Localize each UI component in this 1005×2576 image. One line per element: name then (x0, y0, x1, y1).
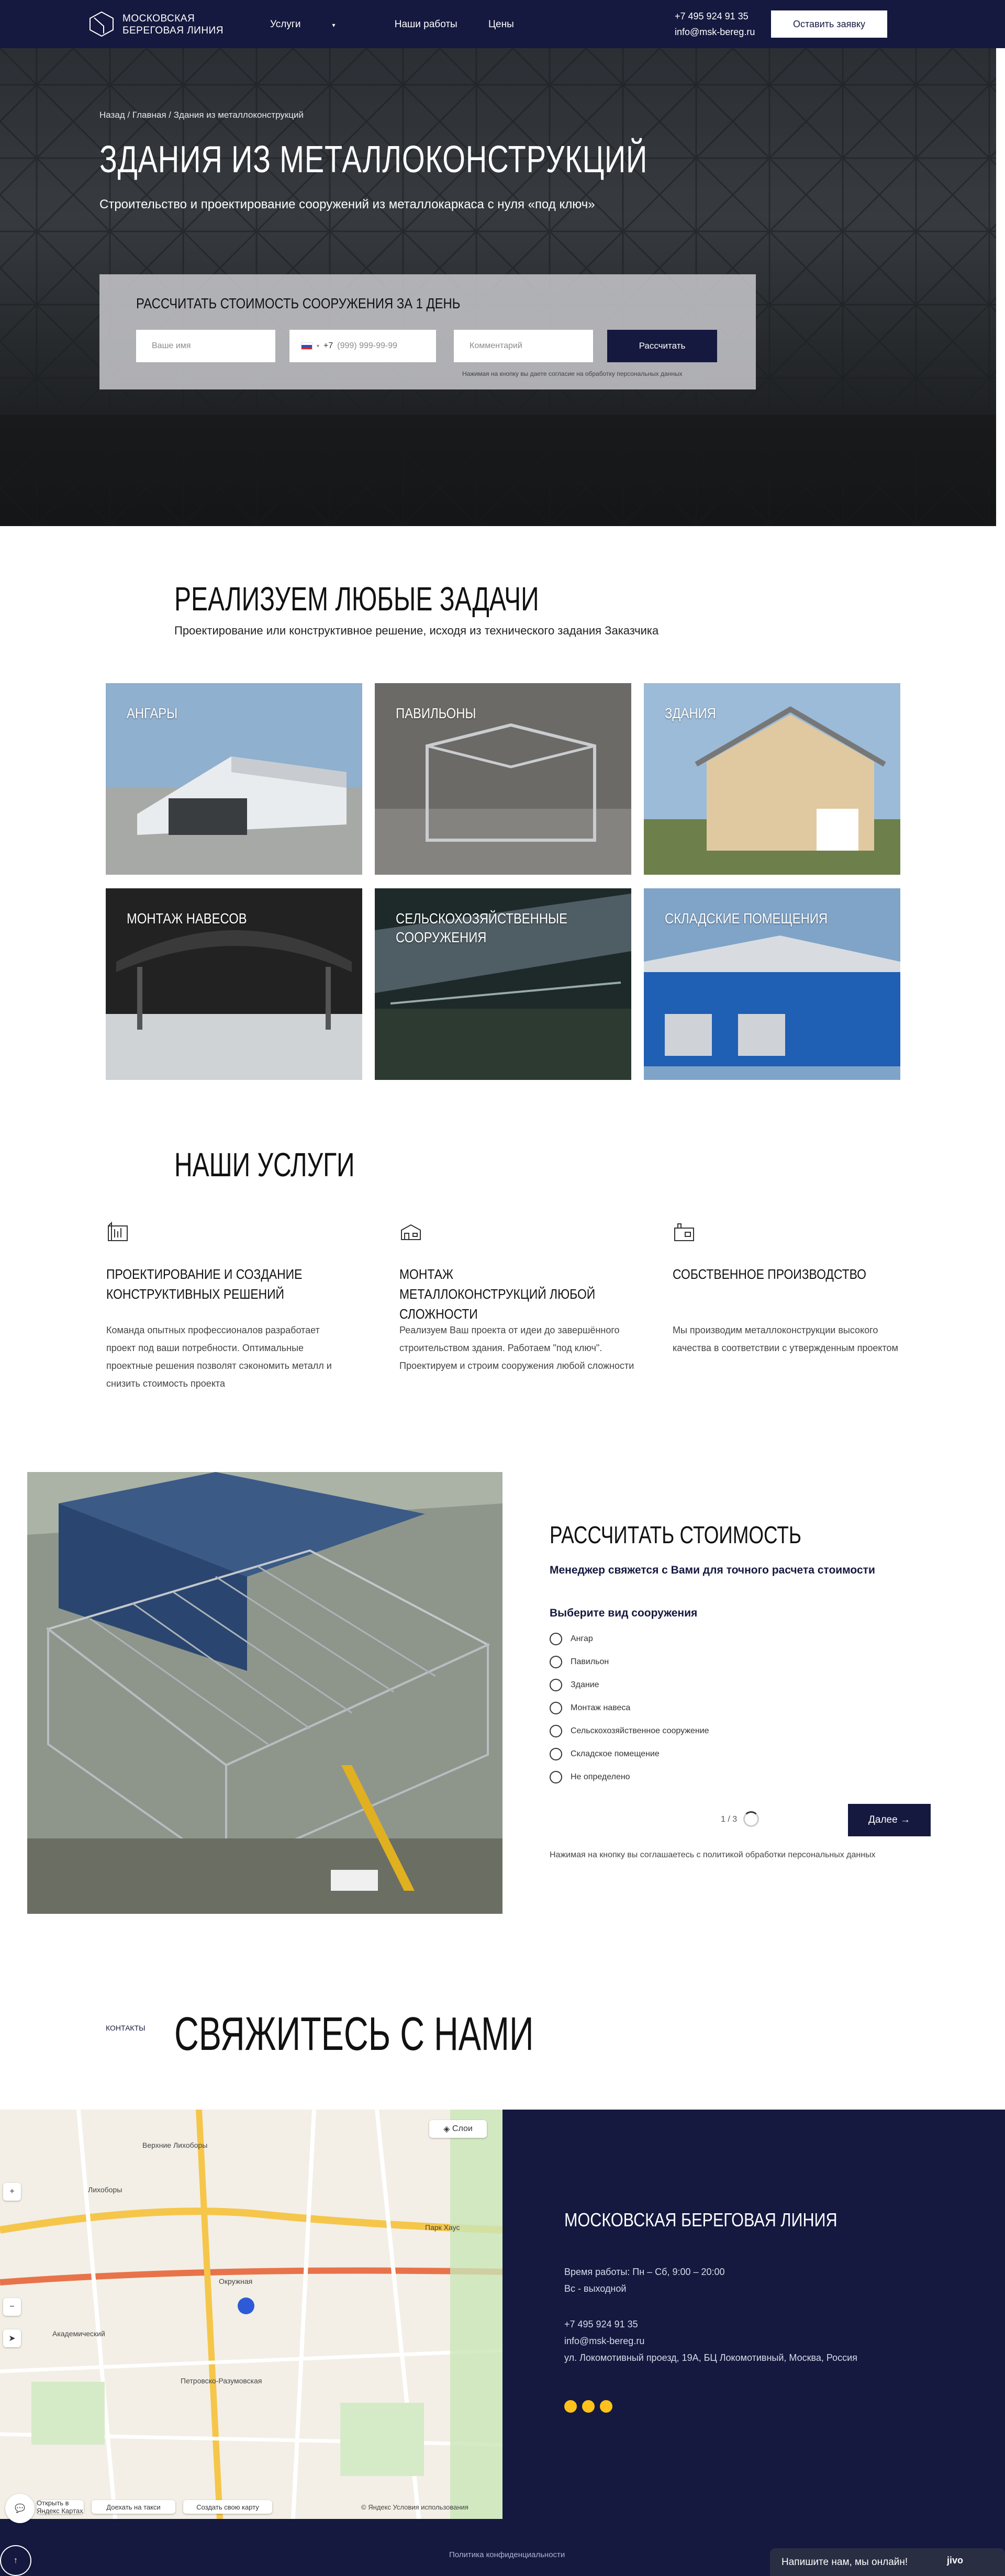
option-agricultural[interactable]: Сельскохозяйственное сооружение (550, 1725, 709, 1737)
radio-button[interactable] (550, 1656, 562, 1668)
scroll-top-button[interactable] (0, 2545, 31, 2576)
service-title-mounting: МОНТАЖ МЕТАЛЛОКОНСТРУКЦИЙ ЛЮБОЙ СЛОЖНОСТИ (399, 1266, 596, 1322)
quiz-step-counter: 1 / 3 (721, 1815, 738, 1824)
taxi-button[interactable]: Доехать на такси (92, 2500, 175, 2514)
nav-prices[interactable]: Цены (488, 19, 514, 30)
service-text-mounting: Реализуем Ваш проекта от идеи до завершённого строительством здания. Работаем "под ключ". Проектируем и строим сооружения любой сложности (399, 1325, 634, 1371)
radio-button[interactable] (550, 1771, 562, 1783)
card-buildings[interactable]: ЗДАНИЯ (644, 683, 900, 875)
next-button[interactable]: Далее → (848, 1804, 931, 1836)
progress-ring-icon (743, 1811, 759, 1827)
option-warehouse[interactable]: Складское помещение (550, 1748, 660, 1760)
zoom-out-button[interactable]: − (3, 2298, 21, 2316)
radio-button[interactable] (550, 1702, 562, 1714)
page-title: ЗДАНИЯ ИЗ МЕТАЛЛОКОНСТРУКЦИЙ (99, 139, 648, 181)
main-nav (270, 19, 542, 30)
create-map-link[interactable]: Создать свою карту (183, 2500, 272, 2514)
company-name: МОСКОВСКАЯ БЕРЕГОВАЯ ЛИНИЯ (564, 2209, 838, 2231)
calculate-button[interactable]: Рассчитать (607, 330, 717, 362)
quiz-question: Выберите вид сооружения (550, 1607, 698, 1619)
whatsapp-icon[interactable] (600, 2400, 612, 2413)
contact-email[interactable]: info@msk-bereg.ru (564, 2336, 645, 2346)
map-label: Лихоборы (88, 2185, 122, 2194)
service-text-design: Команда опытных профессионалов разработает проект под ваши потребности. Оптимальные проектные решения позволят сэкономить металл и снизить стоимость проекта (106, 1325, 332, 1389)
radio-button[interactable] (550, 1748, 562, 1760)
order-button[interactable]: Оставить заявку (771, 10, 887, 38)
logo-text[interactable]: МОСКОВСКАЯ БЕРЕГОВАЯ ЛИНИЯ (122, 13, 224, 36)
company-info-panel (502, 2110, 1005, 2519)
comment-field[interactable]: Комментарий (454, 330, 593, 362)
zoom-in-button[interactable]: + (3, 2183, 21, 2201)
card-hangars[interactable]: АНГАРЫ (106, 683, 362, 875)
geolocate-icon[interactable]: ➤ (3, 2329, 21, 2347)
chat-label: Напишите нам, мы онлайн! (781, 2556, 908, 2568)
map-label: Верхние Лихоборы (142, 2141, 208, 2149)
option-hangar[interactable]: Ангар (550, 1633, 593, 1645)
option-undefined[interactable]: Не определено (550, 1771, 630, 1783)
contacts-tag: КОНТАКТЫ (106, 2024, 146, 2032)
quiz-title: РАССЧИТАТЬ СТОИМОСТЬ (550, 1521, 802, 1548)
map-layers-button[interactable]: ◈ Слои (429, 2120, 487, 2138)
arrow-up-icon: ↑ (14, 2556, 18, 2565)
map-terms[interactable]: © Яндекс Условия использования (361, 2503, 468, 2511)
services-title: НАШИ УСЛУГИ (174, 1146, 355, 1184)
quiz-consent-note: Нажимая на кнопку вы соглашаетесь с политикой обработки персональных данных (550, 1850, 876, 1859)
service-title-design: ПРОЕКТИРОВАНИЕ И СОЗДАНИЕ КОНСТРУКТИВНЫХ РЕШЕНИЙ (106, 1266, 303, 1302)
quick-calc-form (99, 274, 756, 389)
contacts-title: СВЯЖИТЕСЬ С НАМИ (174, 2008, 534, 2060)
contact-phone[interactable]: +7 495 924 91 35 (564, 2319, 638, 2329)
header-phone[interactable]: +7 495 924 91 35 (675, 11, 749, 21)
layers-icon: ◈ (443, 2125, 452, 2134)
nav-services[interactable]: Услуги ▾ (270, 19, 336, 30)
service-text-production: Мы производим металлоконструкции высокого качества в соответствии с утвержденным проектом (673, 1325, 898, 1353)
contact-address: ул. Локомотивный проезд, 19А, БЦ Локомотивный, Москва, Россия (564, 2352, 857, 2363)
map-label: Академический (52, 2329, 105, 2338)
page-subtitle: Строительство и проектирование сооружений из металлокаркаса с нуля «под ключ» (99, 197, 595, 211)
work-hours: Время работы: Пн – Сб, 9:00 – 20:00 (564, 2267, 725, 2277)
privacy-policy-link[interactable]: Политика конфиденциальности (449, 2550, 565, 2559)
option-canopy[interactable]: Монтаж навеса (550, 1702, 630, 1714)
service-title-production: СОБСТВЕННОЕ ПРОИЗВОДСТВО (673, 1266, 866, 1282)
radio-button[interactable] (550, 1725, 562, 1737)
hero-section (0, 48, 996, 526)
construction-site-image (27, 1472, 502, 1914)
map-tiles (0, 2110, 502, 2519)
factory-icon (673, 1221, 696, 1244)
radio-button[interactable] (550, 1679, 562, 1691)
youtube-icon[interactable] (564, 2400, 577, 2413)
card-agricultural[interactable]: СЕЛЬСКОХОЗЯЙСТВЕННЫЕ СООРУЖЕНИЯ (375, 888, 631, 1080)
map-label: Парк Хаус (425, 2223, 460, 2232)
option-building[interactable]: Здание (550, 1679, 599, 1691)
card-canopies[interactable]: МОНТАЖ НАВЕСОВ (106, 888, 362, 1080)
day-off: Вс - выходной (564, 2283, 627, 2294)
card-pavilions[interactable]: ПАВИЛЬОНЫ (375, 683, 631, 875)
telegram-icon[interactable] (582, 2400, 595, 2413)
phone-field[interactable]: ▾ +7 (999) 999-99-99 (289, 330, 436, 362)
consent-note: Нажимая на кнопку вы даете согласие на обработку персональных данных (462, 370, 683, 377)
quick-calc-title: РАССЧИТАТЬ СТОИМОСТЬ СООРУЖЕНИЯ ЗА 1 ДЕНЬ (136, 295, 461, 311)
map-label: Окружная (219, 2277, 253, 2285)
chat-widget[interactable] (770, 2548, 1005, 2576)
nav-works[interactable]: Наши работы (394, 19, 457, 30)
tasks-title: РЕАЛИЗУЕМ ЛЮБЫЕ ЗАДАЧИ (174, 580, 539, 618)
name-field[interactable]: Ваше имя (136, 330, 275, 362)
chevron-down-icon: ▾ (332, 21, 336, 29)
map-label: Петровско-Разумовская (181, 2377, 262, 2385)
chevron-down-icon: ▾ (317, 343, 320, 349)
card-warehouses[interactable]: СКЛАДСКИЕ ПОМЕЩЕНИЯ (644, 888, 900, 1080)
header-contacts (675, 8, 755, 40)
site-header (0, 0, 1005, 48)
jivo-logo: jivo (946, 2555, 963, 2566)
open-yandex-maps[interactable]: Открыть в Яндекс Картах (37, 2499, 83, 2515)
breadcrumb[interactable]: Назад / Главная / Здания из металлоконструкций (99, 110, 304, 120)
radio-button[interactable] (550, 1633, 562, 1645)
quiz-subtitle: Менеджер свяжется с Вами для точного расчета стоимости (550, 1564, 875, 1576)
logo-icon[interactable] (88, 10, 115, 38)
flag-ru-icon[interactable] (301, 342, 312, 350)
blueprint-icon (106, 1221, 129, 1244)
chat-bubble-icon[interactable]: 💬 (5, 2494, 35, 2523)
header-email[interactable]: info@msk-bereg.ru (675, 27, 755, 37)
tasks-subtitle: Проектирование или конструктивное решение, исходя из технического задания Заказчика (174, 624, 659, 637)
option-pavilion[interactable]: Павильон (550, 1656, 609, 1668)
yandex-map[interactable] (0, 2110, 502, 2519)
building-icon (399, 1221, 422, 1244)
